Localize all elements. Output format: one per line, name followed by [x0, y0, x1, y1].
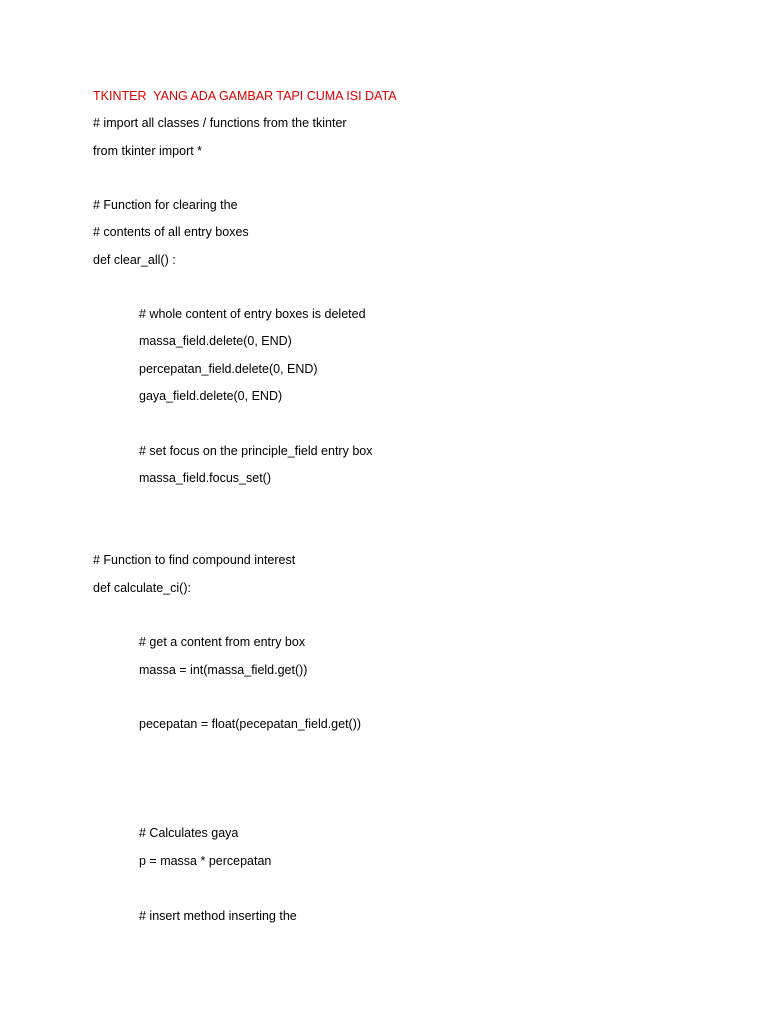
code-line-massa-delete: massa_field.delete(0, END)	[139, 334, 292, 348]
code-line-gaya-delete: gaya_field.delete(0, END)	[139, 389, 283, 403]
code-line-percepatan-delete: percepatan_field.delete(0, END)	[139, 362, 318, 376]
code-line-def-calculate-ci: def calculate_ci():	[93, 581, 191, 595]
code-line-comment-get-content: # get a content from entry box	[139, 635, 306, 649]
code-line-comment-calculates: # Calculates gaya	[139, 826, 239, 840]
code-line-massa-assign: massa = int(massa_field.get())	[139, 663, 308, 677]
code-line-comment-clear: # Function for clearing the	[93, 198, 238, 212]
code-line-focus-set: massa_field.focus_set()	[139, 471, 272, 485]
code-line-import: from tkinter import *	[93, 144, 203, 158]
code-line-comment-focus: # set focus on the principle_field entry box	[139, 444, 373, 458]
code-line-comment-insert: # insert method inserting the	[139, 909, 297, 923]
code-line-p-assign: p = massa * percepatan	[139, 854, 272, 868]
code-line-def-clear-all: def clear_all() :	[93, 253, 176, 267]
document-title: TKINTER YANG ADA GAMBAR TAPI CUMA ISI DATA	[93, 89, 397, 103]
code-line-pecepatan-assign: pecepatan = float(pecepatan_field.get())	[139, 717, 362, 731]
code-line-comment-contents: # contents of all entry boxes	[93, 225, 249, 239]
code-line-comment-deleted: # whole content of entry boxes is deleted	[139, 307, 366, 321]
code-line-comment-import: # import all classes / functions from the tkinter	[93, 116, 347, 130]
code-line-comment-compound: # Function to find compound interest	[93, 553, 296, 567]
